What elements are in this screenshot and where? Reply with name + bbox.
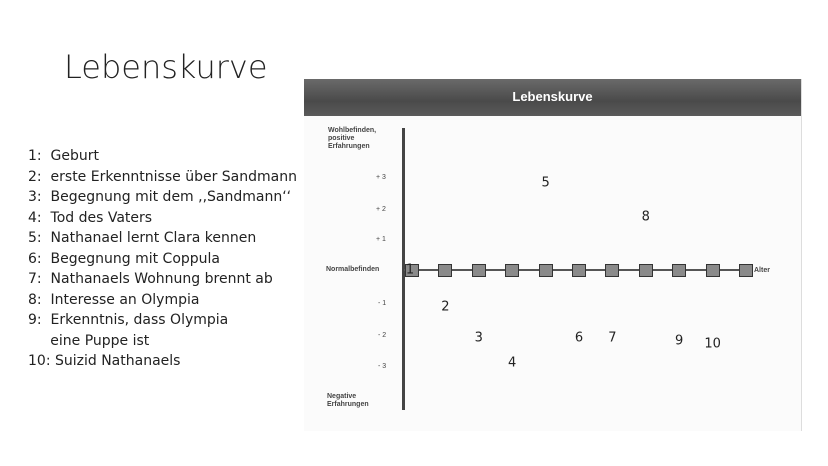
- age-marker: [639, 264, 653, 277]
- tick-label: - 1: [378, 300, 387, 307]
- age-marker: [739, 264, 753, 277]
- legend-item: 4: Tod des Vaters: [28, 209, 153, 226]
- age-marker: [572, 264, 586, 277]
- legend-item: 6: Begegnung mit Coppula: [28, 250, 221, 267]
- age-marker: [505, 264, 519, 277]
- age-marker: [438, 264, 452, 277]
- event-point-label: 3: [474, 330, 483, 346]
- negative-axis-caption: [327, 393, 369, 409]
- tick-label: - 2: [378, 332, 387, 339]
- event-legend: [28, 146, 297, 372]
- caption-line: Negative: [327, 393, 357, 400]
- legend-item: 10: Suizid Nathanaels: [28, 353, 181, 369]
- legend-item: 7: Nathanaels Wohnung brennt ab: [28, 271, 273, 287]
- legend-item: 3: Begegnung mit dem ,,Sandmann‘‘: [28, 189, 292, 205]
- event-point-label: 4: [508, 355, 517, 371]
- slide-title: Lebenskurve: [64, 48, 268, 86]
- age-marker: [605, 264, 619, 277]
- event-point-label: 6: [574, 330, 584, 346]
- event-point-label: 7: [608, 330, 617, 346]
- legend-item: eine Puppe ist: [28, 332, 150, 349]
- age-marker: [539, 264, 553, 277]
- legend-item: 1: Geburt: [28, 148, 99, 164]
- event-point-label: 8: [641, 209, 650, 225]
- event-point-label: 2: [441, 299, 450, 315]
- caption-line: Erfahrungen: [328, 143, 370, 150]
- legend-item: 8: Interesse an Olympia: [28, 291, 200, 308]
- tick-label: + 1: [376, 236, 386, 243]
- caption-line: positive: [328, 135, 355, 142]
- legend-item: 9: Erkenntnis, dass Olympia: [28, 312, 229, 328]
- tick-label: + 3: [376, 174, 386, 181]
- figure-header: [304, 79, 801, 116]
- legend-item: 5: Nathanael lernt Clara kennen: [28, 230, 257, 246]
- event-point-label: 10: [704, 336, 721, 352]
- positive-axis-caption: [328, 127, 376, 151]
- age-marker: [706, 264, 720, 277]
- tick-label: - 3: [378, 363, 387, 370]
- event-point-label: 1: [405, 262, 415, 278]
- caption-line: Wohlbefinden,: [328, 127, 377, 134]
- figure-title: Lebenskurve: [512, 89, 593, 104]
- age-axis-label: Alter: [754, 267, 770, 274]
- normal-axis-caption: Normalbefinden: [326, 266, 380, 273]
- age-marker: [472, 264, 486, 277]
- event-point-label: 9: [675, 333, 684, 349]
- event-point-label: 5: [541, 175, 550, 191]
- life-curve-figure: [304, 79, 802, 431]
- age-marker: [672, 264, 686, 277]
- tick-label: + 2: [376, 206, 386, 213]
- legend-item: 2: erste Erkenntnisse über Sandmann: [28, 168, 297, 185]
- caption-line: Erfahrungen: [327, 401, 369, 408]
